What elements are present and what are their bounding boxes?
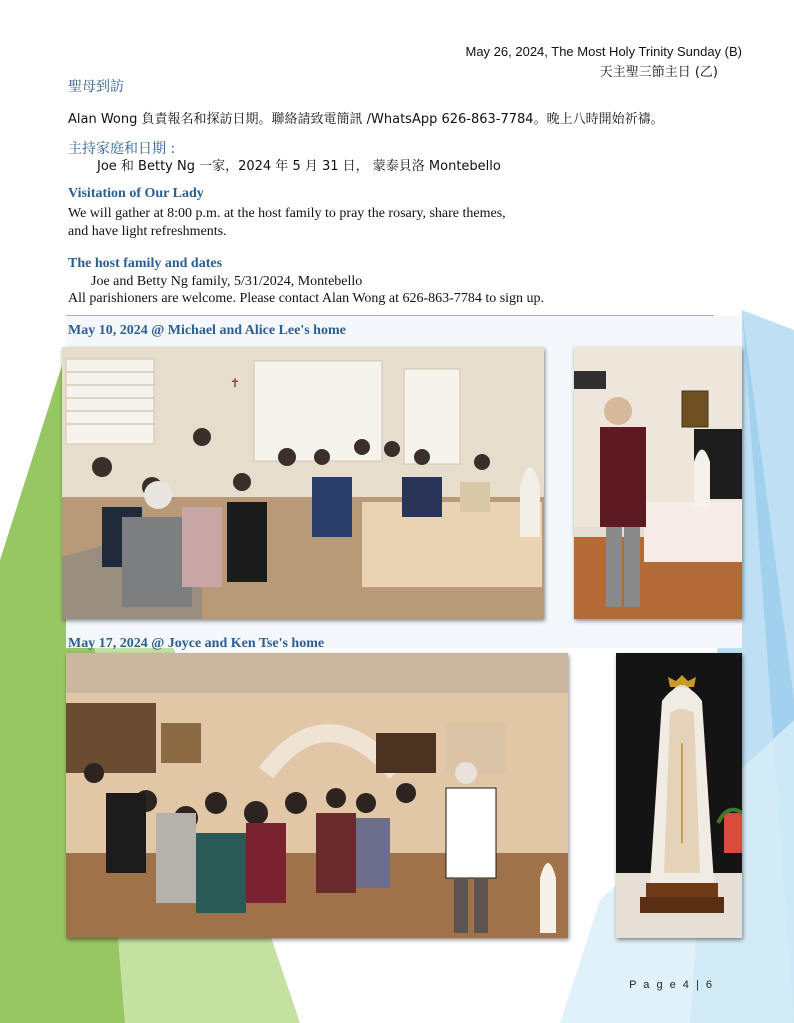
photo-our-lady-statue [616, 653, 742, 938]
bulletin-chinese-date-line: 天主聖三節主日 (乙) [599, 65, 718, 80]
gallery-caption-may-17: May 17, 2024 @ Joyce and Ken Tse's home [68, 636, 325, 651]
zh-host-text: Joe 和 Betty Ng 一家，2024 年 5 月 31 日， 蒙泰貝洛 Montebello [97, 159, 501, 174]
bulletin-date-line: May 26, 2024, The Most Holy Trinity Sunday (B) [465, 44, 742, 59]
photo-living-room-gathering [62, 347, 544, 619]
photo-hall-gathering [66, 653, 568, 938]
en-host-title: The host family and dates [68, 256, 223, 271]
svg-text:✝: ✝ [230, 376, 241, 390]
photo-woman-speaking [574, 347, 742, 619]
en-host-line-1: Joe and Betty Ng family, 5/31/2024, Montebello [91, 274, 363, 289]
page-number: P a g e 4 | 6 [629, 979, 714, 991]
en-visit-line-1: We will gather at 8:00 p.m. at the host family to pray the rosary, share themes, [68, 206, 506, 221]
en-host-line-2: All parishioners are welcome. Please contact Alan Wong at 626-863-7784 to sign up. [68, 291, 545, 306]
gallery-caption-may-10: May 10, 2024 @ Michael and Alice Lee's home [68, 323, 346, 338]
zh-visit-title: 聖母到訪 [68, 79, 124, 95]
en-visit-line-2: and have light refreshments. [68, 224, 227, 239]
en-visit-title: Visitation of Our Lady [68, 186, 204, 201]
zh-host-title: 主持家庭和日期 : [68, 141, 176, 157]
zh-signup-text: Alan Wong 負責報名和探訪日期。聯絡請致電簡訊 /WhatsApp 626-863-7784。晚上八時開始祈禱。 [68, 112, 664, 127]
